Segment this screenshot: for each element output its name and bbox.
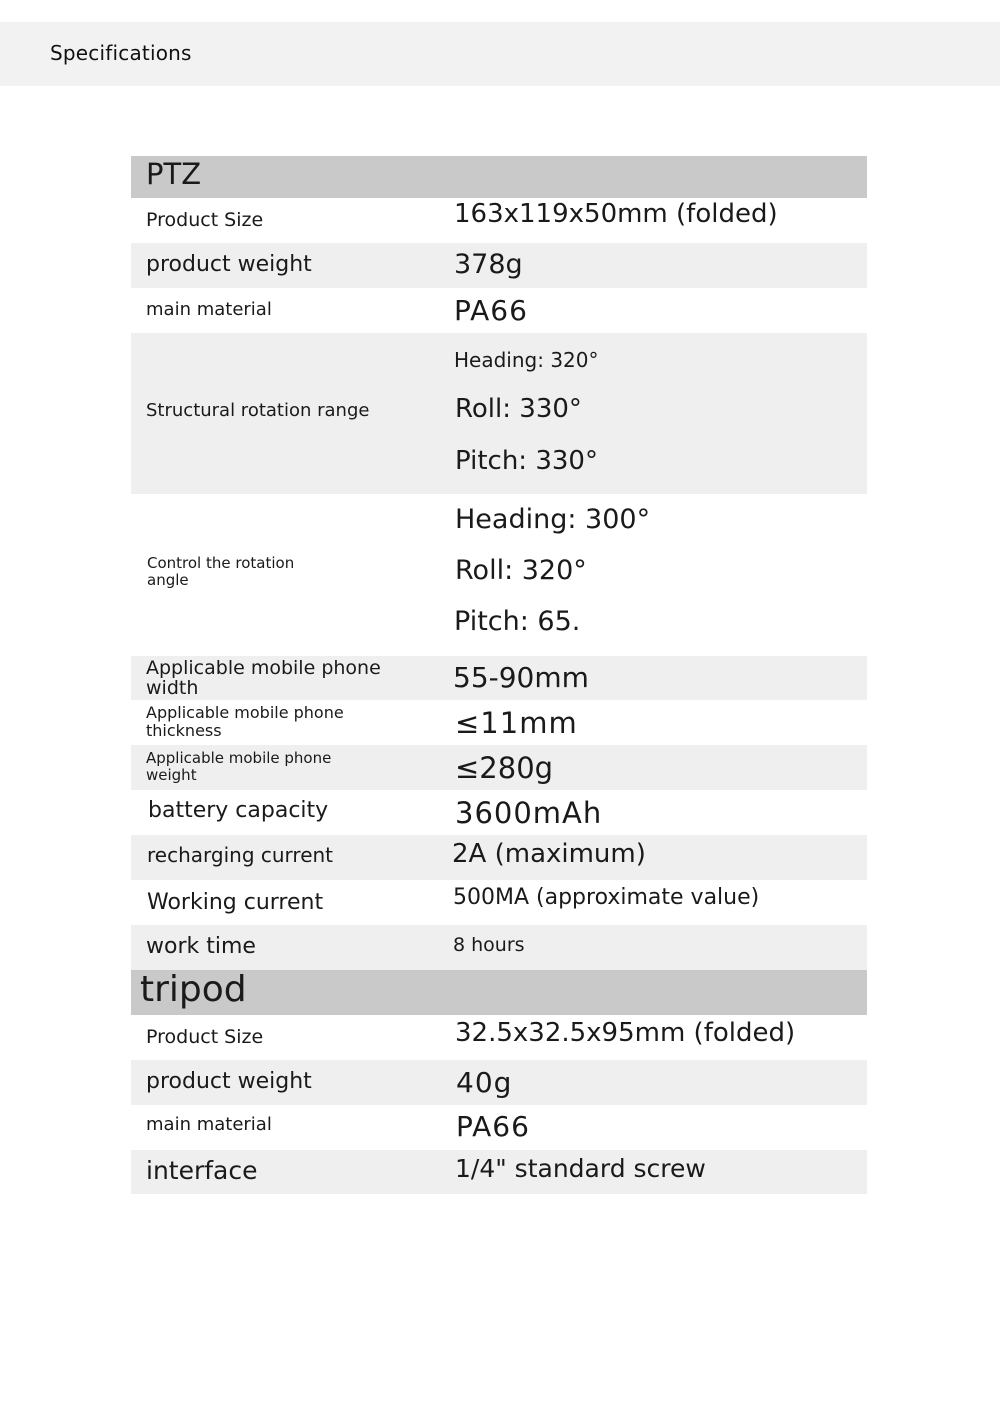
row-label: main material — [146, 299, 272, 320]
row-value-roll: Roll: 330° — [455, 394, 582, 424]
table-row — [131, 243, 867, 288]
table-row — [131, 198, 867, 243]
row-label-line-1: Applicable mobile phone — [146, 749, 332, 767]
page-title: Specifications — [50, 41, 192, 65]
row-value: ≤280g — [455, 751, 554, 785]
row-label-line-1: Applicable mobile phone — [146, 703, 344, 722]
row-label: product weight — [146, 252, 312, 277]
section-header-tripod — [131, 970, 867, 1015]
section-title: PTZ — [146, 157, 202, 191]
row-value-pitch: Pitch: 65. — [454, 606, 581, 637]
row-value: 1/4" standard screw — [455, 1154, 706, 1183]
row-label-line-2: weight — [146, 766, 197, 784]
table-row — [131, 925, 867, 970]
section-header-ptz — [131, 156, 867, 198]
table-row — [131, 790, 867, 835]
table-row — [131, 1150, 867, 1194]
row-label: Working current — [147, 890, 324, 915]
table-row — [131, 494, 867, 656]
table-row — [131, 333, 867, 494]
row-label-line-2: width — [146, 677, 199, 699]
table-row — [131, 288, 867, 333]
row-value: 32.5x32.5x95mm (folded) — [455, 1018, 796, 1048]
row-label: Structural rotation range — [146, 400, 370, 421]
row-label: Product Size — [146, 1026, 264, 1048]
row-value: 55-90mm — [453, 661, 589, 694]
row-label-line-2: angle — [147, 571, 189, 589]
row-value-heading: Heading: 320° — [454, 348, 599, 372]
row-label: work time — [146, 934, 256, 959]
row-label: interface — [146, 1156, 258, 1185]
row-label-line-2: thickness — [146, 721, 222, 740]
table-row — [131, 1105, 867, 1150]
row-label-line-1: Control the rotation — [147, 554, 295, 572]
row-label: main material — [146, 1114, 272, 1135]
row-value-pitch: Pitch: 330° — [455, 446, 598, 476]
table-row — [131, 1060, 867, 1105]
row-value: PA66 — [454, 294, 528, 327]
row-value: ≤11mm — [455, 706, 578, 740]
row-value-roll: Roll: 320° — [455, 555, 587, 586]
row-label-line-1: Applicable mobile phone — [146, 657, 381, 679]
row-value-heading: Heading: 300° — [455, 504, 651, 535]
table-row — [131, 656, 867, 700]
row-value: 40g — [456, 1066, 513, 1099]
row-label: recharging current — [147, 843, 334, 867]
section-title: tripod — [140, 969, 247, 1010]
table-row — [131, 745, 867, 790]
spec-table — [131, 156, 867, 1194]
table-row — [131, 1015, 867, 1060]
row-value: PA66 — [456, 1110, 530, 1143]
table-row — [131, 835, 867, 880]
row-value: 2A (maximum) — [452, 839, 646, 869]
row-value: 500MA (approximate value) — [453, 885, 760, 910]
row-label: product weight — [146, 1069, 312, 1094]
row-value: 8 hours — [453, 934, 525, 956]
row-label: battery capacity — [148, 798, 329, 823]
row-value: 378g — [454, 249, 523, 280]
row-value: 3600mAh — [455, 796, 603, 830]
row-value: 163x119x50mm (folded) — [454, 199, 778, 229]
table-row — [131, 700, 867, 745]
table-row — [131, 880, 867, 925]
row-label: Product Size — [146, 209, 264, 231]
